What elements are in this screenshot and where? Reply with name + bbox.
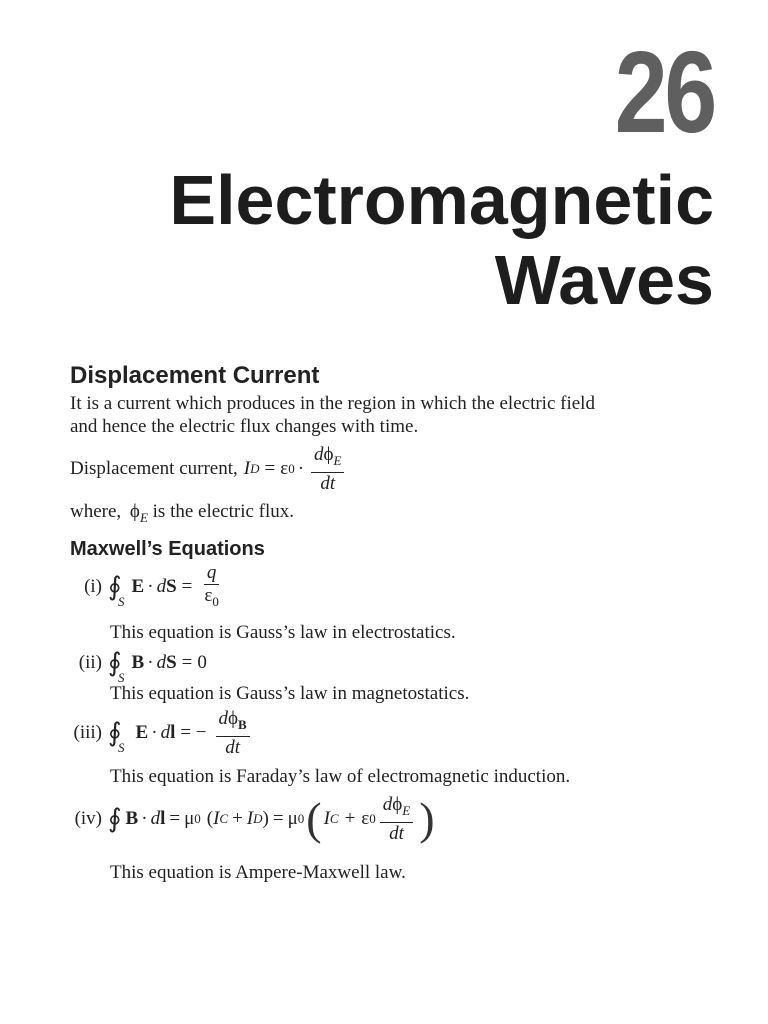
where-text: where, xyxy=(70,501,122,522)
equation-note: This equation is Gauss’s law in electrostatics. xyxy=(110,622,456,643)
equation-label: (i) xyxy=(84,576,102,598)
closed-integral-symbol: ∮ S xyxy=(108,572,125,610)
chapter-title-line-1: Electromagnetic xyxy=(169,161,714,239)
section-heading-maxwell-equations: Maxwell’s Equations xyxy=(70,538,265,560)
section-heading-displacement-current: Displacement Current xyxy=(70,362,320,389)
maxwell-equation-3: (iii) ∮ S E · d l = − $\frac{d\phi_B}{dt}$ xyxy=(70,708,254,759)
chapter-title xyxy=(169,160,714,320)
fraction: $\frac{d\phi_E}{dt}$ xyxy=(380,794,413,845)
maxwell-equation-4: (iv) ∮ B · d l = μ 0 ( I C + I D ) = μ 0 ( I C + ε 0 $\frac{d\phi_E}{dt}$ ) xyxy=(70,794,437,845)
equation-label: Displacement current, xyxy=(70,458,238,480)
equation-label: (iv) xyxy=(74,808,102,830)
displacement-paragraph xyxy=(70,392,595,438)
fraction: $\frac{q}{\varepsilon_0}$ xyxy=(204,562,219,609)
paragraph-line: and hence the electric flux changes with time. xyxy=(70,416,419,437)
fraction: $\frac{d\phi_B}{dt}$ xyxy=(216,708,250,759)
closed-integral-symbol: ∮ S xyxy=(108,718,125,756)
chapter-title-line-2: Waves xyxy=(494,241,714,319)
equation-note: This equation is Ampere-Maxwell law. xyxy=(110,862,406,883)
fraction: $\frac{d\phi_E}{dt}$ xyxy=(311,444,344,495)
displacement-current-equation: Displacement current, I D = ε 0 · $\frac{d\phi_E}{dt}$ xyxy=(70,444,348,495)
maxwell-equation-2: (ii) ∮ S B · d S = 0 xyxy=(70,648,207,678)
closed-integral-symbol: ∮ S xyxy=(108,648,125,685)
where-line: where, $\phi_E$ is the electric flux. xyxy=(70,501,295,525)
equation-note: This equation is Gauss’s law in magnetostatics. xyxy=(110,683,470,704)
paragraph-line: It is a current which produces in the region in which the electric field xyxy=(70,393,595,414)
maxwell-equation-1: (i) ∮ S E · d S = $\frac{q}{\varepsilon_0}$ xyxy=(70,562,226,613)
equation-label: (ii) xyxy=(78,652,102,673)
equation-note: This equation is Faraday’s law of electromagnetic induction. xyxy=(110,766,571,787)
closed-integral-symbol: ∮ xyxy=(108,804,122,834)
equation-label: (iii) xyxy=(73,722,102,744)
where-tail: is the electric flux. xyxy=(152,501,295,522)
chapter-number: 26 xyxy=(614,27,714,157)
